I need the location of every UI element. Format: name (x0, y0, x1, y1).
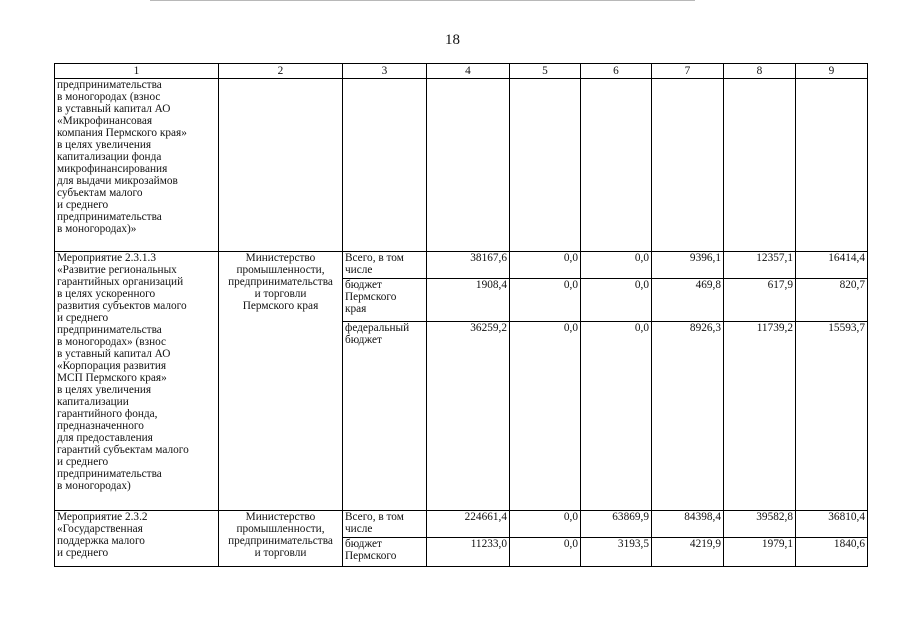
funding-source-cell: бюджет Пермского (343, 538, 427, 567)
value-cell: 15593,7 (796, 322, 868, 511)
value-cell: 3193,5 (581, 538, 652, 567)
empty-cell (724, 79, 796, 252)
column-header: 6 (581, 64, 652, 79)
measure-name-cell: Мероприятие 2.3.1.3 «Развитие региональных гарантийных организаций в целях ускоренного развития субъектов малого и среднего предпринимательства в моногородах» (взнос в уставный капитал АО «Корпорация развития МСП Пермского края» в целях увеличения капитализации гарантийного фонда, предназначенного для предоставления гарантий субъектам малого и среднего предпринимательства в моногородах) (55, 252, 219, 511)
table-row (55, 511, 868, 538)
value-cell: 0,0 (510, 538, 581, 567)
empty-cell (219, 79, 343, 252)
empty-cell (343, 79, 427, 252)
column-header: 4 (427, 64, 510, 79)
funding-source-cell: федеральный бюджет (343, 322, 427, 511)
value-cell: 36259,2 (427, 322, 510, 511)
value-cell: 84398,4 (652, 511, 724, 538)
value-cell: 1908,4 (427, 279, 510, 322)
scan-edge-line (150, 0, 695, 1)
value-cell: 8926,3 (652, 322, 724, 511)
value-cell: 1840,6 (796, 538, 868, 567)
responsible-executor-cell: Министерство промышленности, предпринимательства и торговли Пермского края (219, 252, 343, 511)
empty-cell (652, 79, 724, 252)
value-cell: 0,0 (510, 511, 581, 538)
column-header: 5 (510, 64, 581, 79)
table-row (55, 252, 868, 279)
empty-cell (427, 79, 510, 252)
measure-name-cell: предпринимательства в моногородах (взнос в уставный капитал АО «Микрофинансовая компания Пермского края» в целях увеличения капитализации фонда микрофинансирования для выдачи микрозаймов субъектам малого и среднего предпринимательства в моногородах)» (55, 79, 219, 252)
funding-source-cell: Всего, в том числе (343, 511, 427, 538)
value-cell: 16414,4 (796, 252, 868, 279)
value-cell: 0,0 (510, 252, 581, 279)
value-cell: 1979,1 (724, 538, 796, 567)
value-cell: 9396,1 (652, 252, 724, 279)
responsible-executor-cell: Министерство промышленности, предпринимательства и торговли (219, 511, 343, 567)
value-cell: 469,8 (652, 279, 724, 322)
value-cell: 0,0 (581, 322, 652, 511)
value-cell: 63869,9 (581, 511, 652, 538)
column-header: 8 (724, 64, 796, 79)
empty-cell (581, 79, 652, 252)
value-cell: 224661,4 (427, 511, 510, 538)
column-header: 7 (652, 64, 724, 79)
measure-name-cell: Мероприятие 2.3.2 «Государственная поддержка малого и среднего (55, 511, 219, 567)
value-cell: 0,0 (581, 279, 652, 322)
empty-cell (796, 79, 868, 252)
value-cell: 4219,9 (652, 538, 724, 567)
table-row (55, 79, 868, 252)
column-header: 9 (796, 64, 868, 79)
column-header: 1 (55, 64, 219, 79)
value-cell: 36810,4 (796, 511, 868, 538)
value-cell: 38167,6 (427, 252, 510, 279)
value-cell: 0,0 (510, 322, 581, 511)
value-cell: 617,9 (724, 279, 796, 322)
column-header: 2 (219, 64, 343, 79)
budget-table (54, 63, 868, 567)
value-cell: 0,0 (581, 252, 652, 279)
value-cell: 820,7 (796, 279, 868, 322)
value-cell: 39582,8 (724, 511, 796, 538)
funding-source-cell: Всего, в том числе (343, 252, 427, 279)
column-header: 3 (343, 64, 427, 79)
column-number-row (55, 64, 868, 79)
page-number: 18 (445, 32, 460, 48)
value-cell: 11233,0 (427, 538, 510, 567)
value-cell: 11739,2 (724, 322, 796, 511)
funding-source-cell: бюджет Пермского края (343, 279, 427, 322)
value-cell: 0,0 (510, 279, 581, 322)
empty-cell (510, 79, 581, 252)
value-cell: 12357,1 (724, 252, 796, 279)
